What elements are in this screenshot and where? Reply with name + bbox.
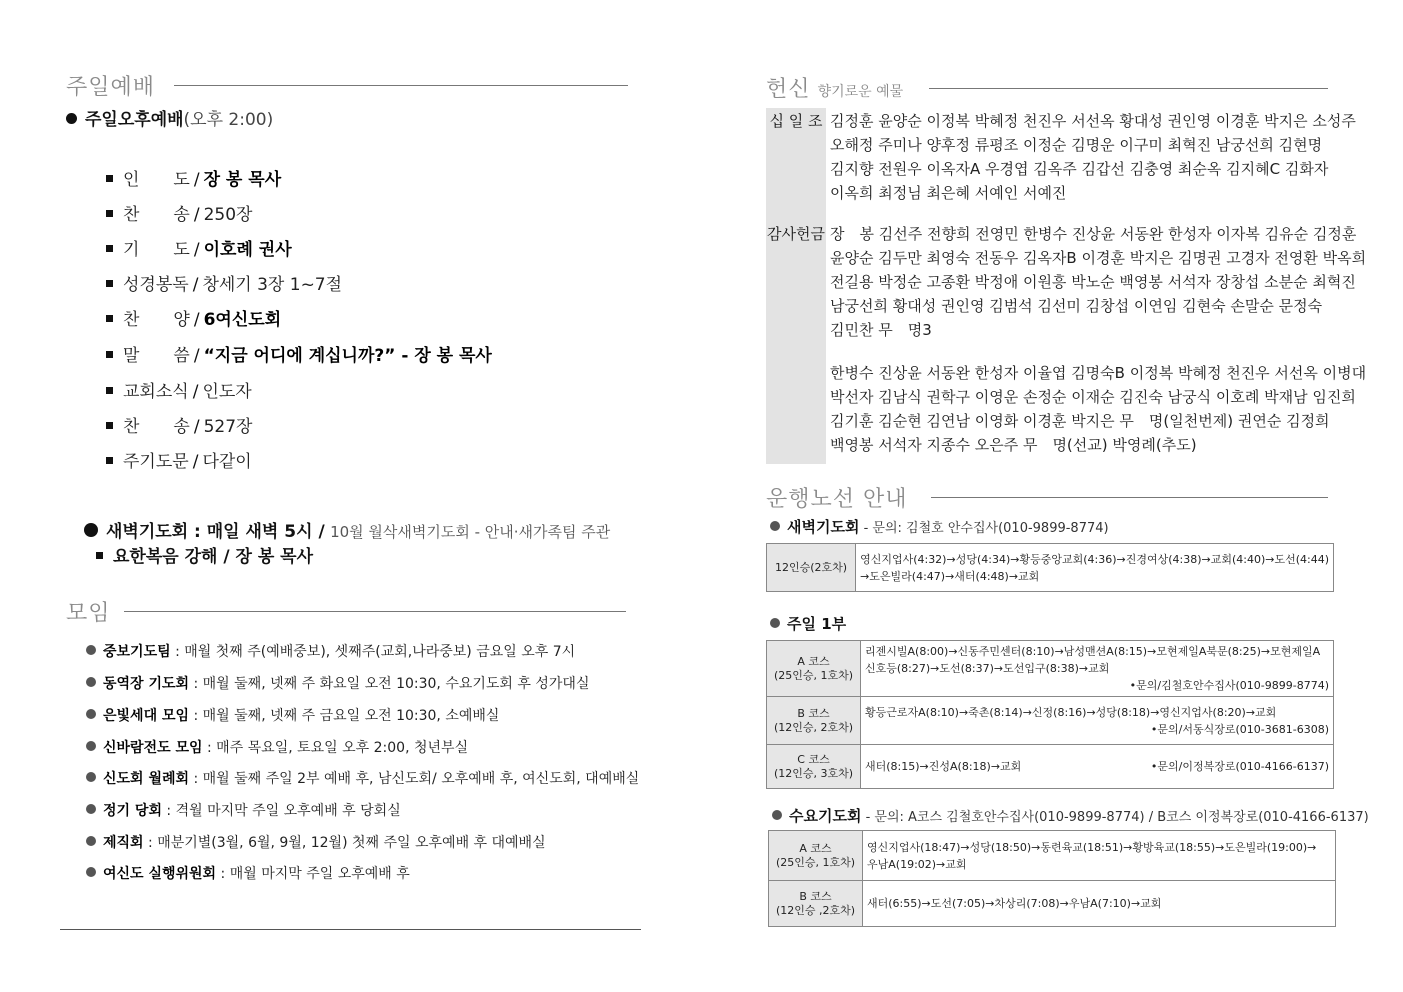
bullet-icon (86, 772, 96, 782)
meeting-desc: : 매월 첫째 주(예배중보), 셋째주(교회,나라중보) 금요일 오후 7시 (170, 644, 576, 660)
order-label: 성경봉독 (123, 275, 189, 295)
meeting-name: 정기 당회 (103, 803, 162, 819)
worship-section-title: 주일예배 (66, 75, 156, 100)
worship-order-item (106, 447, 252, 472)
worship-order-item (106, 165, 281, 190)
offering-names-line: 김지향 전원우 이옥자A 우경엽 김옥주 김갑선 김충영 최순옥 김지혜C 김화자 (830, 160, 1329, 178)
bus-course-label (767, 697, 861, 745)
order-label: 찬 송 (123, 205, 190, 225)
bus-route-stops (856, 544, 1334, 592)
bus-route-contact: •문의/김철호안수집사(010-9899-8774) (1129, 679, 1329, 692)
bus-route-stops (863, 881, 1336, 927)
order-value: 장 봉 목사 (203, 170, 282, 190)
offering-names-line: 오해정 주미나 양후정 류평조 이정순 김명운 이구미 최혁진 남궁선희 김현명 (830, 136, 1323, 154)
meeting-desc: : 매주 목요일, 토요일 오후 2:00, 청년부실 (202, 740, 469, 756)
bus-course-label-line: (12인승, 3호차) (773, 766, 854, 780)
order-label: 말 씀 (123, 346, 190, 366)
slash-separator: / (193, 170, 200, 190)
section-divider (174, 85, 628, 86)
wednesday-bus-table (768, 830, 1336, 927)
meeting-name: 은빛세대 모임 (103, 708, 190, 724)
order-label: 찬 송 (123, 417, 190, 437)
meeting-desc: : 매분기별(3월, 6월, 9월, 12월) 첫째 주일 오후예배 후 대예배실 (143, 835, 546, 851)
slash-separator: / (192, 452, 199, 472)
slash-separator: / (193, 240, 200, 260)
offering-names-line: 김민찬 무 명3 (830, 321, 932, 339)
square-bullet-icon (106, 422, 113, 429)
meeting-desc: : 격월 마지막 주일 오후예배 후 당회실 (161, 803, 401, 819)
dawn-prayer-sub: 요한복음 강해 / 장 봉 목사 (96, 542, 313, 567)
square-bullet-icon (106, 280, 113, 287)
worship-order-item (106, 377, 252, 402)
meeting-name: 신바람전도 모임 (103, 740, 203, 756)
order-value: 250장 (203, 205, 253, 225)
service-heading: 주일오후예배(오후 2:00) (66, 105, 273, 130)
bus-course-label-line: 12인승(2호차) (774, 560, 848, 574)
offering-names-line: 전길용 박정순 고종환 박정애 이원흥 박노순 백영봉 서석자 장창섭 소분순 최혁진 (830, 273, 1356, 291)
bus-route-line: 황등근로자A(8:10)→죽촌(8:14)→신정(8:16)→성당(8:18)→영신지업사(8:20)→교회 (865, 705, 1277, 719)
bus-course-label-line: A 코스 (797, 654, 830, 668)
dawn-prayer-heading: 새벽기도회 : 매일 새벽 5시 / 10월 월삭새벽기도회 - 안내·새가족팀 주관 (84, 517, 610, 542)
bus-route-row (767, 544, 1334, 592)
meeting-desc: : 매월 둘째, 넷째 주 금요일 오전 10:30, 소예배실 (189, 708, 500, 724)
bus-course-label (767, 544, 856, 592)
bus-route-row (767, 641, 1334, 697)
bullet-icon (86, 836, 96, 846)
offering-group-label: 십 일 조 (769, 112, 823, 130)
bus-course-label (767, 641, 861, 697)
wednesday-bus-heading: 수요기도회 - 문의: A코스 김철호안수집사(010-9899-8774) / B코스 이정복장로(010-4166-6137) (772, 805, 1369, 826)
order-value: 창세기 3장 1~7절 (202, 275, 343, 295)
bullet-icon (84, 523, 98, 537)
square-bullet-icon (106, 387, 113, 394)
bus-course-label-line: (25인승, 1호차) (773, 668, 854, 682)
worship-order-item (106, 200, 252, 225)
square-bullet-icon (106, 175, 113, 182)
offering-names-line: 남궁선희 황대성 권인영 김범석 김선미 김창섭 이연임 김현숙 손말순 문정숙 (830, 297, 1323, 315)
worship-order-item (106, 235, 292, 260)
slash-separator: / (193, 205, 200, 225)
bullet-icon (86, 804, 96, 814)
bullet-icon (86, 741, 96, 751)
bus-route-line: 영신지업사(18:47)→성당(18:50)→동련육교(18:51)→황방육교(18:55)→도은빌라(19:00)→ (867, 840, 1317, 854)
meeting-name: 제직회 (103, 835, 144, 851)
bus-route-line: →도은빌라(4:47)→새터(4:48)→교회 (860, 569, 1040, 583)
order-label: 기 도 (123, 240, 190, 260)
offering-names-line: 김정훈 윤양순 이정복 박혜정 천진우 서선옥 황대성 권인영 이경훈 박지은 소성주 (830, 112, 1356, 130)
meetings-section-title: 모임 (66, 601, 111, 626)
slash-separator: / (193, 346, 200, 366)
bus-route-line: 새터(8:15)→진성A(8:18)→교회 (865, 760, 1022, 773)
order-label: 인 도 (123, 170, 190, 190)
meeting-item (86, 832, 546, 852)
square-bullet-icon (106, 245, 113, 252)
meeting-item (86, 673, 589, 693)
offering-names-line: 윤양순 김두만 최영숙 전동우 김옥자B 이경훈 박지은 김명권 고경자 전영환 박옥희 (830, 249, 1367, 267)
order-value: 인도자 (202, 382, 252, 402)
square-bullet-icon (106, 210, 113, 217)
meeting-name: 동역장 기도회 (103, 676, 190, 692)
order-value: 6여신도회 (203, 310, 282, 330)
offering-names-line: 김기훈 김순현 김연남 이영화 이경훈 박지은 무 명(일천번제) 권연순 김정희 (830, 412, 1330, 430)
bus-route-stops (861, 641, 1334, 697)
bus-course-label-line: B 코스 (799, 889, 832, 903)
bus-route-stops (863, 831, 1336, 881)
offering-names-line: 백영봉 서석자 지종수 오은주 무 명(선교) 박영례(추도) (830, 436, 1197, 454)
order-value: “지금 어디에 계십니까?” - 장 봉 목사 (203, 346, 492, 366)
bus-route-line: 리젠시빌A(8:00)→신동주민센터(8:10)→남성맨션A(8:15)→모현제일A북문(8:25)→모현제일A (865, 645, 1321, 658)
order-value: 다같이 (202, 452, 252, 472)
bus-route-contact: •문의/서동식장로(010-3681-6308) (1150, 722, 1329, 736)
slash-separator: / (193, 310, 200, 330)
bullet-icon (86, 677, 96, 687)
bus-course-label (769, 831, 863, 881)
meeting-item (86, 800, 401, 820)
bus-route-line: 우남A(19:02)→교회 (867, 857, 967, 871)
order-label: 주기도문 (123, 452, 189, 472)
bus-route-stops (861, 697, 1334, 745)
sunday-bus-table (766, 640, 1334, 789)
order-value: 527장 (203, 417, 253, 437)
order-value: 이호례 권사 (203, 240, 292, 260)
offering-names-line: 이옥희 최정님 최은혜 서예인 서예진 (830, 184, 1067, 202)
dawn-bus-heading: 새벽기도회 - 문의: 김철호 안수집사(010-9899-8774) (770, 516, 1109, 537)
sunday-bus-heading: 주일 1부 (770, 613, 846, 634)
footer-divider (60, 929, 641, 930)
dawn-bus-table (766, 543, 1334, 592)
meeting-desc: : 매월 둘째, 넷째 주 화요일 오전 10:30, 수요기도회 후 성가대실 (189, 676, 590, 692)
meeting-desc: : 매월 둘째 주일 2부 예배 후, 남신도회/ 오후예배 후, 여신도회, 대예배실 (189, 771, 640, 787)
bus-route-stops (861, 745, 1334, 789)
section-divider (931, 497, 1328, 498)
bullet-icon (86, 709, 96, 719)
bullet-icon (770, 618, 780, 628)
square-bullet-icon (106, 457, 113, 464)
slash-separator: / (192, 382, 199, 402)
order-label: 찬 양 (123, 310, 190, 330)
bus-course-label (767, 745, 861, 789)
meeting-name: 중보기도팀 (103, 644, 171, 660)
meeting-item (86, 737, 468, 757)
bus-section-title: 운행노선 안내 (766, 487, 908, 512)
slash-separator: / (193, 417, 200, 437)
meeting-item (86, 768, 639, 788)
bus-route-row (767, 745, 1334, 789)
bus-course-label-line: B 코스 (797, 706, 830, 720)
meeting-name: 신도회 월례회 (103, 771, 190, 787)
bullet-icon (86, 645, 96, 655)
bus-course-label-line: C 코스 (797, 752, 830, 766)
bullet-icon (772, 810, 782, 820)
square-bullet-icon (106, 315, 113, 322)
section-divider (124, 611, 626, 612)
worship-order-item (106, 341, 492, 366)
bus-route-row (769, 881, 1336, 927)
worship-order-item (106, 305, 281, 330)
worship-order-item (106, 270, 342, 295)
bus-route-contact: •문의/이정복장로(010-4166-6137) (1150, 760, 1329, 773)
offering-names-line: 한병수 진상윤 서동완 한성자 이율엽 김명숙B 이정복 박혜정 천진우 서선옥 이병대 (830, 364, 1367, 382)
bus-route-row (767, 697, 1334, 745)
offering-names-line: 장 봉 김선주 전향희 전영민 한병수 진상윤 서동완 한성자 이자복 김유순 김정훈 (830, 225, 1357, 243)
bus-course-label (769, 881, 863, 927)
offering-label-bg (766, 108, 826, 464)
bus-course-label-line: (12인승, 2호차) (773, 720, 854, 734)
bus-route-row (769, 831, 1336, 881)
bus-route-line: 영신지업사(4:32)→성당(4:34)→황등중앙교회(4:36)→진경여상(4:38)→교회(4:40)→도선(4:44) (860, 552, 1329, 566)
bullet-icon (86, 867, 96, 877)
slash-separator: / (192, 275, 199, 295)
offering-names-line: 박선자 김남식 권학구 이영운 손정순 이재순 김진숙 남궁식 이호례 박재남 임진희 (830, 388, 1356, 406)
bullet-icon (770, 521, 780, 531)
order-label: 교회소식 (123, 382, 189, 402)
bus-route-line: 새터(6:55)→도선(7:05)→차상리(7:08)→우남A(7:10)→교회 (867, 897, 1162, 910)
offering-group-label: 감사헌금 (767, 225, 825, 243)
bus-course-label-line: (12인승 ,2호차) (775, 903, 856, 917)
bullet-icon (66, 113, 77, 124)
meeting-desc: : 매월 마지막 주일 오후예배 후 (216, 866, 410, 882)
offering-section-title: 헌신 향기로운 예물 (766, 77, 904, 102)
bus-course-label-line: (25인승, 1호차) (775, 855, 856, 869)
meeting-item (86, 641, 575, 661)
bus-route-line: 신호등(8:27)→도선(8:37)→도선입구(8:38)→교회 (865, 662, 1110, 675)
square-bullet-icon (106, 351, 113, 358)
meeting-item (86, 705, 499, 725)
meeting-name: 여신도 실행위원회 (103, 866, 217, 882)
square-bullet-icon (96, 552, 103, 559)
worship-order-item (106, 412, 252, 437)
meeting-item (86, 863, 410, 883)
bus-course-label-line: A 코스 (799, 841, 832, 855)
section-divider (929, 88, 1328, 89)
